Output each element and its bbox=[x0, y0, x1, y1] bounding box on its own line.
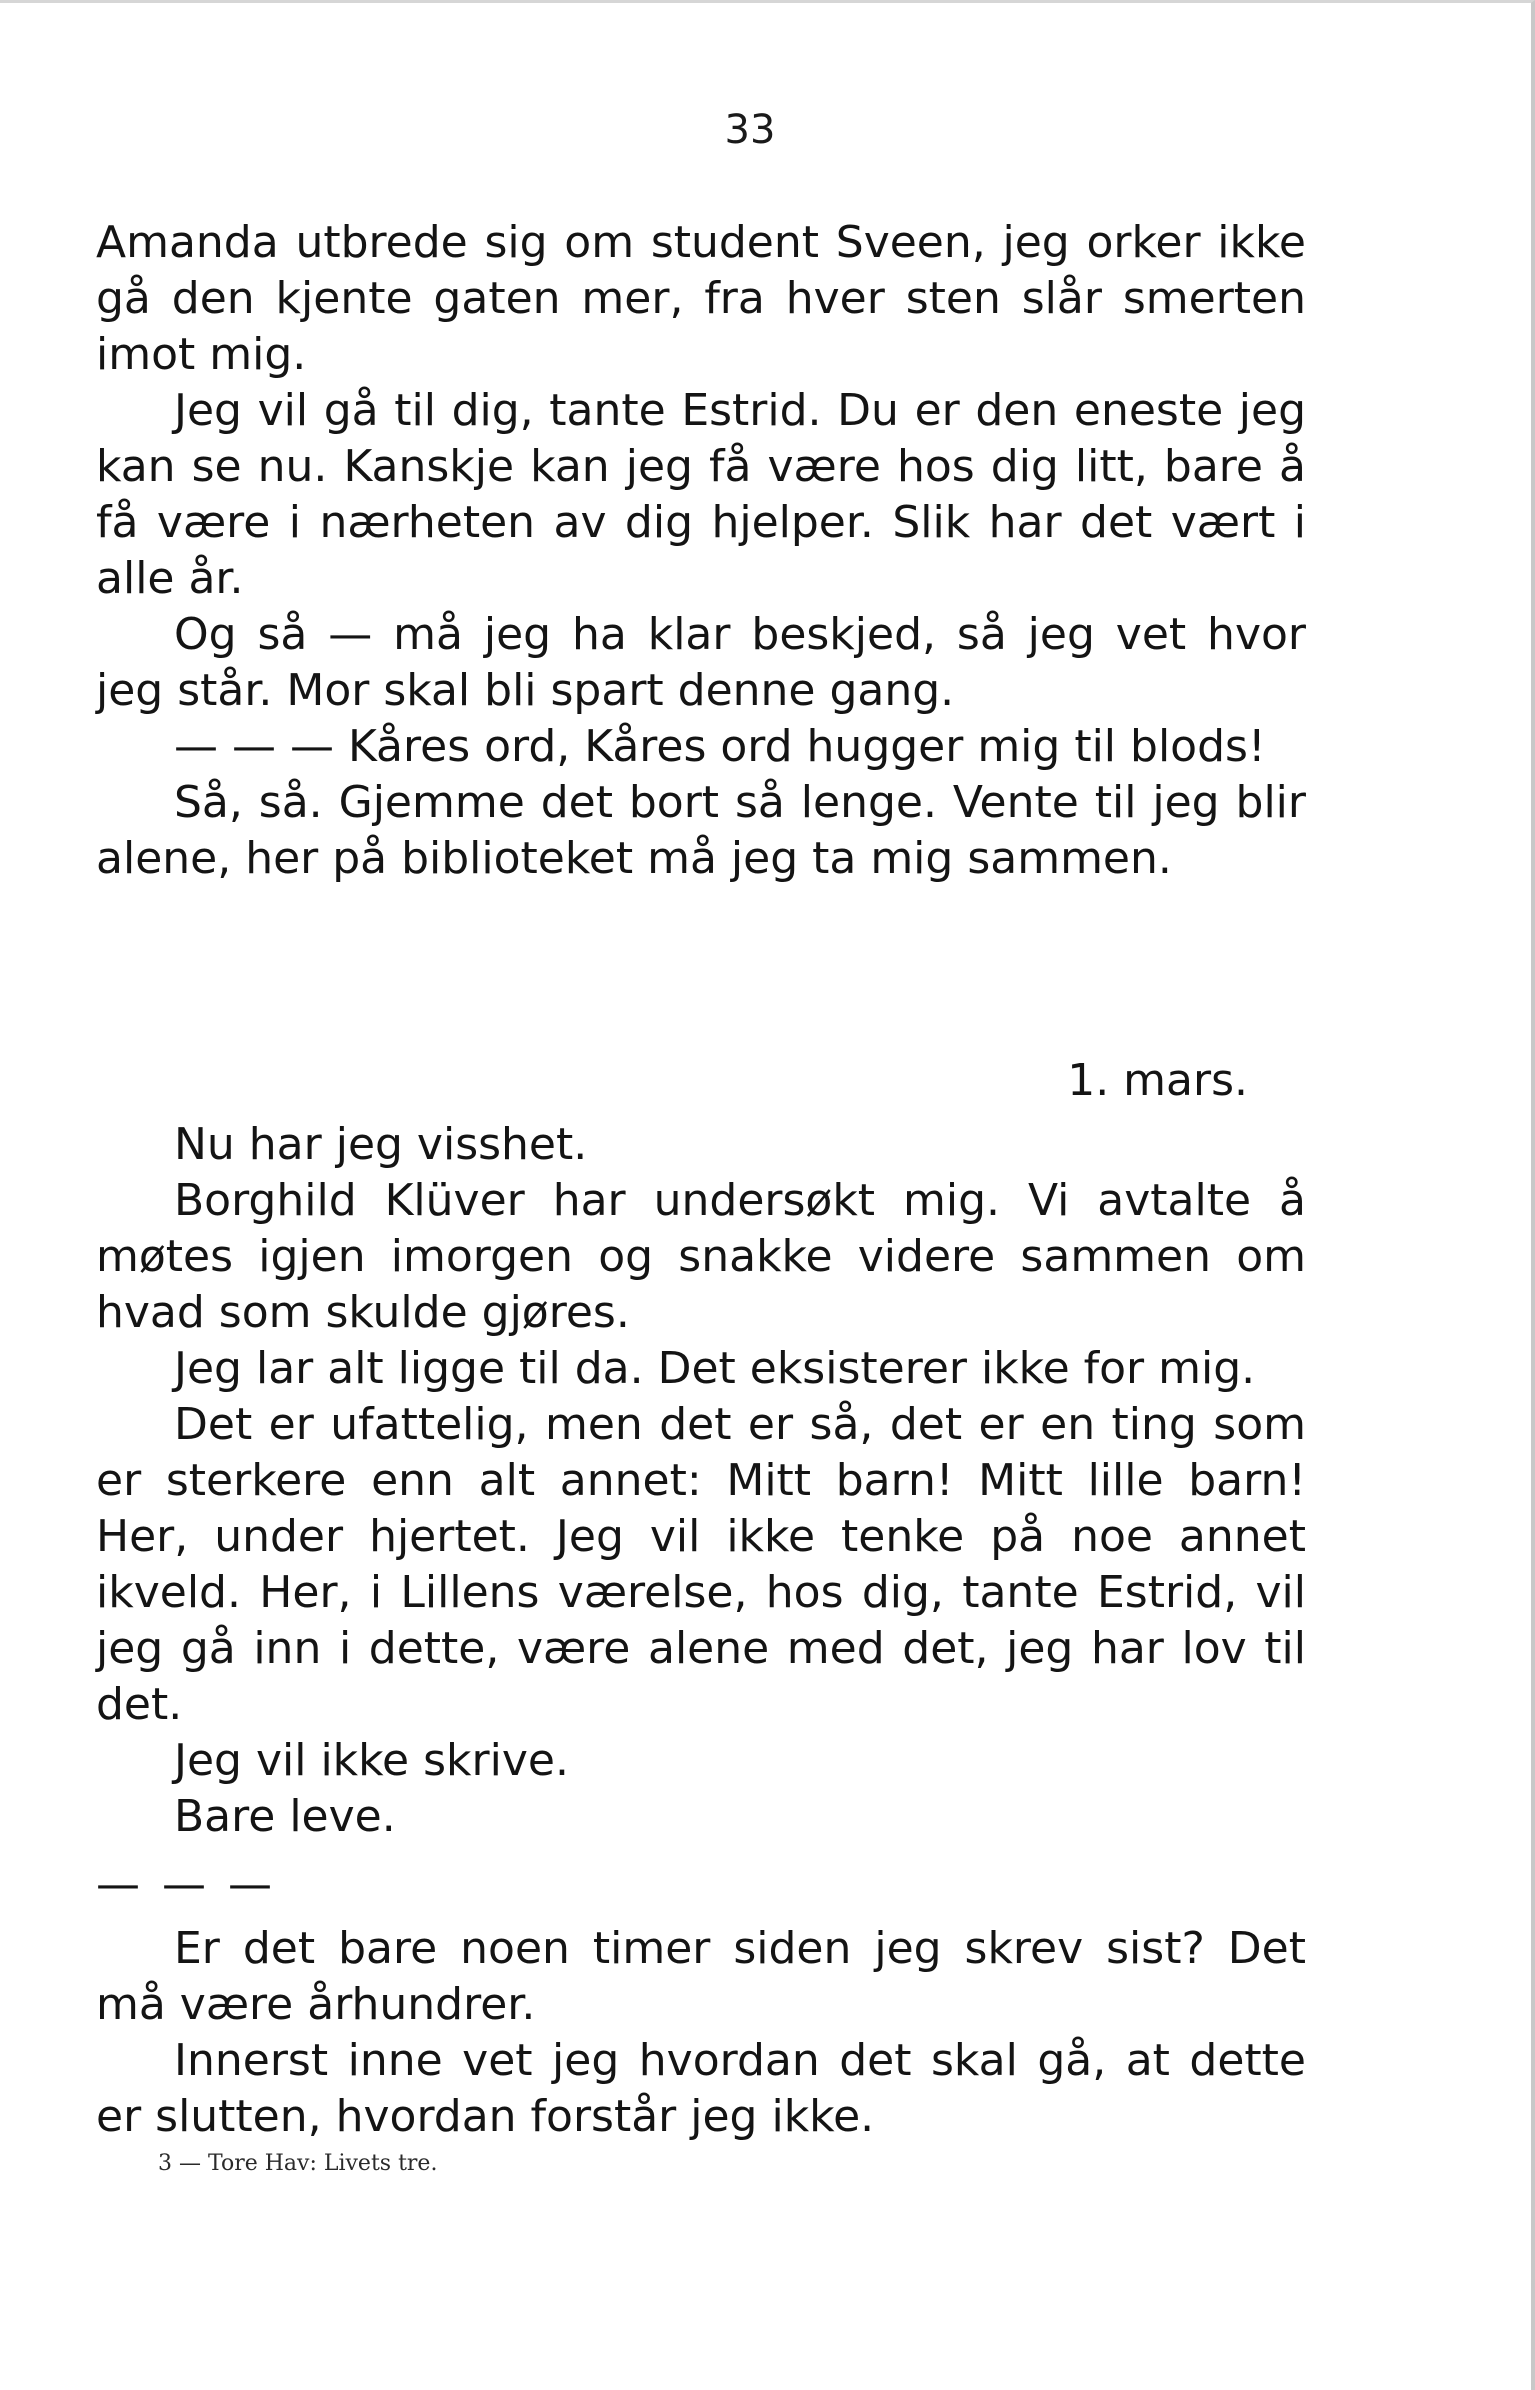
diary-entry-later bbox=[96, 1921, 1306, 2145]
paragraph: Det er ufattelig, men det er så, det er en ting som er sterkere enn alt annet: Mitt barn! Mitt lille barn! Her, under hjertet. Jeg vil ikke tenke på noe annet ikveld. Her, i Lillens værelse, hos dig, tante Estrid, vil jeg gå inn i dette, være alene med det, jeg har lov til det. bbox=[96, 1399, 1306, 1730]
diary-entry-march-1 bbox=[96, 1117, 1306, 1845]
paragraph: Innerst inne vet jeg hvordan det skal gå, at dette er slutten, hvordan forstår jeg ikke. bbox=[96, 2035, 1306, 2142]
paragraph: Jeg vil ikke skrive. bbox=[174, 1735, 569, 1786]
paragraph: — — — Kåres ord, Kåres ord hugger mig til blods! bbox=[174, 721, 1266, 772]
paragraph: Og så — må jeg ha klar beskjed, så jeg vet hvor jeg står. Mor skal bli spart denne gang. bbox=[96, 609, 1306, 716]
entry-date: 1. mars. bbox=[1067, 1055, 1248, 1106]
paragraph: Så, så. Gjemme det bort så lenge. Vente til jeg blir alene, her på biblioteket må jeg ta mig sammen. bbox=[96, 777, 1306, 884]
signature-footer: 3 — Tore Hav: Livets tre. bbox=[158, 2151, 438, 2176]
diary-entry-continued bbox=[96, 215, 1306, 887]
paragraph: Amanda utbrede sig om student Sveen, jeg orker ikke gå den kjente gaten mer, fra hver sten slår smerten imot mig. bbox=[96, 217, 1306, 380]
paragraph: Nu har jeg visshet. bbox=[174, 1119, 588, 1170]
page-number: 33 bbox=[724, 107, 776, 153]
paragraph: Borghild Klüver har undersøkt mig. Vi avtalte å møtes igjen imorgen og snakke videre sammen om hvad som skulde gjøres. bbox=[96, 1175, 1306, 1338]
paragraph: Jeg lar alt ligge til da. Det eksisterer ikke for mig. bbox=[174, 1343, 1256, 1394]
paragraph: Jeg vil gå til dig, tante Estrid. Du er den eneste jeg kan se nu. Kanskje kan jeg få være hos dig litt, bare å få være i nærheten av dig hjelper. Slik har det vært i alle år. bbox=[96, 385, 1306, 604]
paragraph: Er det bare noen timer siden jeg skrev sist? Det må være århundrer. bbox=[96, 1923, 1306, 2030]
paragraph: Bare leve. bbox=[174, 1791, 396, 1842]
section-separator: — — — bbox=[96, 1859, 276, 1910]
